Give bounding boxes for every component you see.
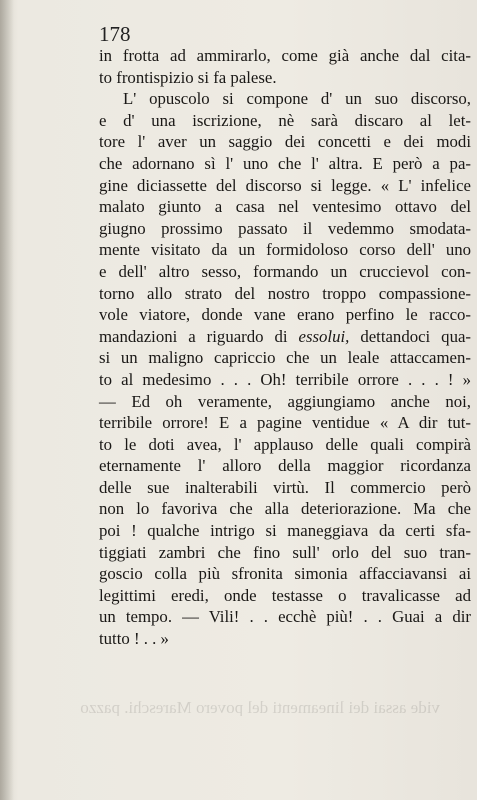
text-line: to le doti avea, l' applauso delle quali compirà: [99, 434, 471, 454]
text-line: e d' una iscrizione, nè sarà discaro al let-: [99, 110, 471, 130]
text-line: tutto ! . . »: [99, 629, 169, 649]
text-line: e dell' altro sesso, formando un cruccievol con-: [99, 261, 471, 281]
text-segment: dettandoci qua-: [349, 326, 471, 346]
text-line: legittimi eredi, onde testasse o travalicasse ad: [99, 585, 471, 605]
text-line: un tempo. — Vili! . . ecchè più! . . Guai a dir: [99, 607, 471, 627]
text-line: non lo favoriva che alla deteriorazione. Ma che: [99, 499, 471, 519]
text-line: mente visitato da un formidoloso corso dell' uno: [99, 240, 471, 260]
text-line: giugno prossimo passato il vedemmo smodata-: [99, 218, 471, 238]
text-line: eternamente l' alloro della maggior ricordanza: [99, 456, 471, 476]
text-line: che adornano sì l' uno che l' altra. E però a pa-: [99, 153, 471, 173]
text-line: terribile orrore! E a pagine ventidue « A dir tut-: [99, 413, 471, 433]
page-gutter-shadow: [0, 0, 14, 800]
text-line: tore l' aver un saggio dei concetti e dei modi: [99, 132, 471, 152]
text-line: poi ! qualche intrigo si maneggiava da certi sfa-: [99, 521, 471, 541]
text-line: to al medesimo . . . Oh! terribile orrore . . . ! »: [99, 369, 471, 389]
italic-word: essolui,: [298, 326, 350, 346]
text-line: to frontispizio si fa palese.: [99, 67, 277, 87]
text-line: delle sue inalterabili virtù. Il commercio però: [99, 477, 471, 497]
text-line: — Ed oh veramente, aggiungiamo anche noi,: [99, 391, 471, 411]
text-segment: mandazioni a riguardo di: [99, 326, 299, 346]
text-line: si un maligno capriccio che un leale attaccamen-: [99, 348, 471, 368]
text-line: L' opuscolo si compone d' un suo discorso,: [123, 89, 471, 109]
text-line: malato giunto a casa nel ventesimo ottavo del: [99, 197, 471, 217]
show-through-text: vide assai dei lineamenti del povero Mareschi. pazzo: [80, 700, 440, 716]
text-line: gine diciassette del discorso si legge. « L' infelice: [99, 175, 471, 195]
text-line: goscio colla più sfronita simonia affacciavansi ai: [99, 564, 471, 584]
page-number: 178: [99, 22, 131, 46]
text-line: [99, 326, 471, 348]
text-line: vole viatore, donde vane erano perfino le racco-: [99, 305, 471, 325]
text-line: in frotta ad ammirarlo, come già anche dal cita-: [99, 46, 471, 65]
text-line: tiggiati zambri che fino sull' orlo del suo tran-: [99, 542, 471, 562]
body-text: [99, 45, 471, 650]
text-line: torno allo strato del nostro troppo compassione-: [99, 283, 471, 303]
